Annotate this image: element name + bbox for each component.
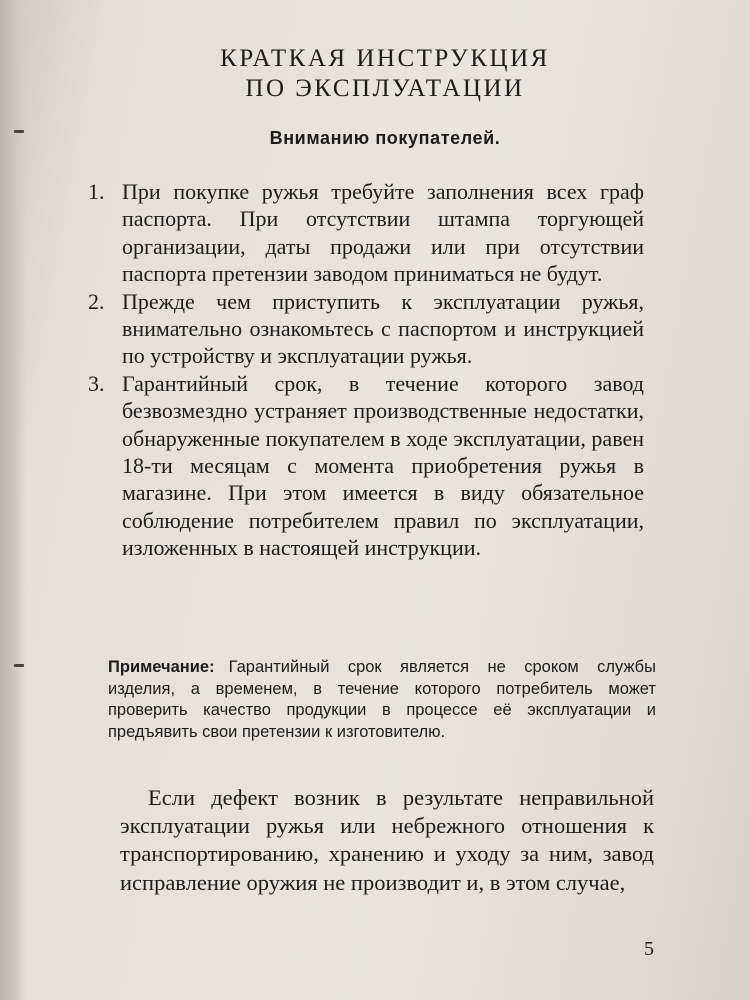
instruction-number: 2.: [88, 288, 105, 314]
instruction-list: [88, 178, 644, 562]
instruction-item: [88, 178, 644, 288]
instruction-number: 3.: [88, 370, 105, 396]
staple-mark: [14, 664, 24, 667]
document-title-line1: КРАТКАЯ ИНСТРУКЦИЯ: [220, 45, 550, 72]
page-number: 5: [644, 938, 654, 960]
instruction-item: [88, 370, 644, 562]
document-subtitle: Вниманию покупателей.: [269, 128, 501, 148]
instruction-text: Гарантийный срок, в течение которого завод безвозмездно устраняет производственные недостатки, обнаруженные покупателем в ходе эксплуатации, равен 18-ти месяцам с момента приобретения ружья в магазине. При этом имеется в виду обязательное соблюдение потребителем правил по эксплуатации, изложенных в настоящей инструкции.: [122, 370, 644, 561]
note-paragraph: [108, 657, 656, 743]
page-spine-shadow: [0, 0, 26, 1000]
instruction-number: 1.: [88, 179, 105, 204]
instruction-text: При покупке ружья требуйте заполнения всех граф паспорта. При отсутствии штампа торгующей организации, даты продажи или при отсутствии паспорта претензии заводом приниматься не будут.: [122, 179, 644, 287]
note-label: Примечание:: [108, 658, 215, 676]
closing-paragraph: Если дефект возник в результате неправильной эксплуатации ружья или небрежного отношения к транспортированию, хранению и уходу за ним, завод исправление оружия не производит и, в этом случае,: [120, 785, 654, 895]
document-title-line2: ПО ЭКСПЛУАТАЦИИ: [245, 75, 525, 102]
instruction-text: Прежде чем приступить к эксплуатации ружья, внимательно ознакомьтесь с паспортом и инструкцией по устройству и эксплуатации ружья.: [122, 288, 644, 369]
note-text: Гарантийный срок является не сроком службы изделия, а временем, в течение которого потребитель может проверить качество продукции в процессе её эксплуатации и предъявить свои претензии к изготовителю.: [108, 658, 656, 741]
instruction-item: [88, 288, 644, 370]
